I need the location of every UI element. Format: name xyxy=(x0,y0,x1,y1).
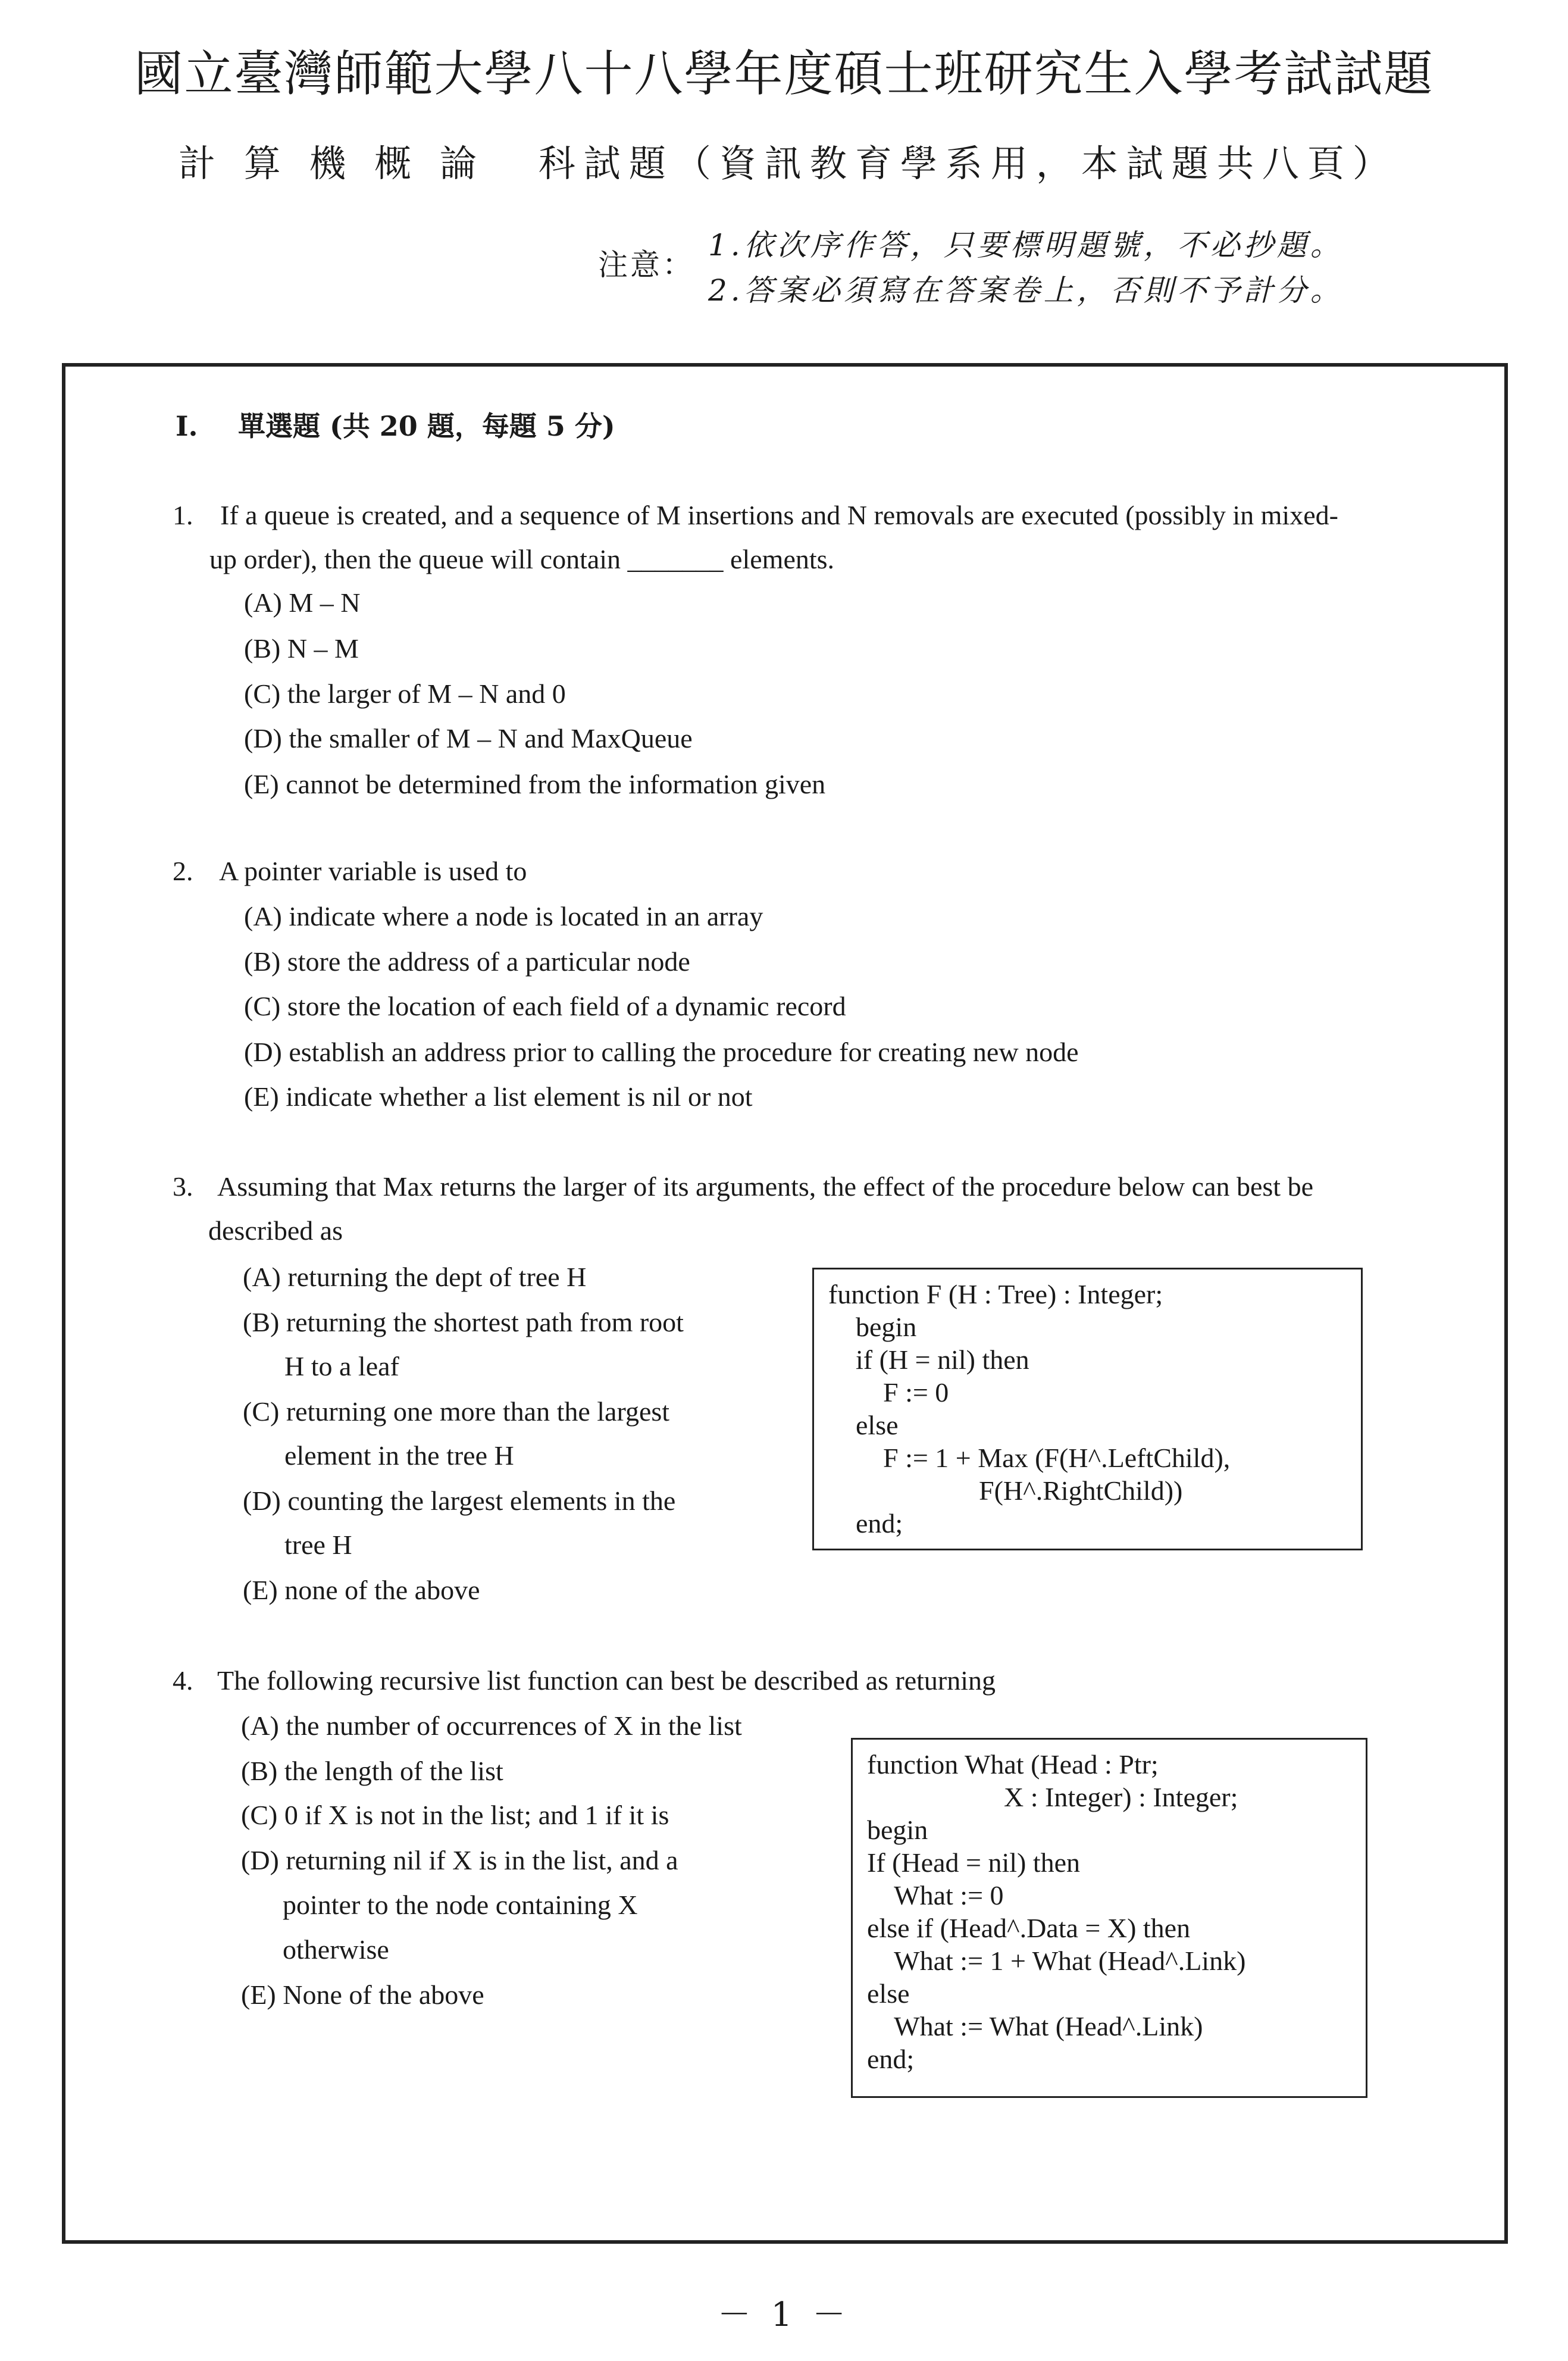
code-line: begin xyxy=(828,1312,917,1342)
question-number: 2. xyxy=(173,856,193,886)
option-a: (A) indicate where a node is located in an array xyxy=(244,901,763,931)
notes-label: 注意： xyxy=(598,248,694,282)
option-b: (B) returning the shortest path from root xyxy=(243,1307,684,1337)
option-b-cont: H to a leaf xyxy=(284,1351,399,1381)
code-line: If (Head = nil) then xyxy=(867,1847,1081,1878)
option-a: (A) M – N xyxy=(244,587,361,618)
code-box-function-f xyxy=(812,1268,1363,1550)
exam-subtitle xyxy=(179,137,1398,190)
code-line: F := 1 + Max (F(H^.LeftChild), xyxy=(828,1443,1231,1473)
section-title: 單選題 (共 20 題，每題 5 分) xyxy=(238,410,615,442)
code-line: else xyxy=(867,1978,910,2009)
code-line: end; xyxy=(828,1508,903,1538)
code-line: function What (Head : Ptr; xyxy=(867,1749,1159,1780)
question-text-line: Assuming that Max returns the larger of its arguments, the effect of the procedure below can best be xyxy=(217,1171,1313,1202)
option-e: (E) cannot be determined from the information given xyxy=(244,769,826,799)
note-1: 1.依次序作答，只要標明題號，不必抄題。 xyxy=(708,228,1344,262)
option-d-cont: tree H xyxy=(284,1530,352,1560)
note-2: 2.答案必須寫在答案卷上，否則不予計分。 xyxy=(708,273,1344,308)
code-box-function-what xyxy=(851,1738,1367,2098)
option-b: (B) the length of the list xyxy=(241,1756,503,1786)
subject-name: 計 算 機 概 論 xyxy=(179,142,485,185)
section-roman: I. xyxy=(176,410,198,442)
option-c: (C) the larger of M – N and 0 xyxy=(244,678,566,709)
option-d-cont: otherwise xyxy=(283,1934,389,1965)
option-d: (D) returning nil if X is in the list, and a xyxy=(241,1845,678,1875)
option-e: (E) None of the above xyxy=(241,1980,484,2010)
option-c: (C) returning one more than the largest xyxy=(243,1396,670,1427)
option-b: (B) N – M xyxy=(244,633,359,664)
code-line: function F (H : Tree) : Integer; xyxy=(828,1279,1163,1309)
code-line: end; xyxy=(867,2044,915,2074)
option-c: (C) store the location of each field of a dynamic record xyxy=(244,991,846,1021)
option-c-cont: element in the tree H xyxy=(284,1440,514,1471)
question-text-line: described as xyxy=(208,1215,343,1246)
code-line: if (H = nil) then xyxy=(828,1344,1029,1375)
question-number: 3. xyxy=(173,1171,193,1202)
code-line: What := What (Head^.Link) xyxy=(867,2011,1203,2041)
option-e: (E) none of the above xyxy=(243,1575,480,1605)
exam-title: 國立臺灣師範大學八十八學年度碩士班研究生入學考試試題 xyxy=(134,46,1434,102)
option-d: (D) the smaller of M – N and MaxQueue xyxy=(244,723,693,753)
subject-info: 科試題（資訊教育學系用，本試題共八頁） xyxy=(538,142,1398,185)
option-e: (E) indicate whether a list element is nil or not xyxy=(244,1081,753,1112)
code-line: F := 0 xyxy=(828,1377,949,1408)
code-line: X : Integer) : Integer; xyxy=(867,1782,1238,1812)
code-line: F(H^.RightChild)) xyxy=(828,1475,1183,1506)
code-line: What := 1 + What (Head^.Link) xyxy=(867,1946,1246,1976)
question-text-line: up order), then the queue will contain _______ elements. xyxy=(209,544,835,574)
option-b: (B) store the address of a particular node xyxy=(244,946,690,977)
option-d: (D) establish an address prior to calling the procedure for creating new node xyxy=(244,1037,1079,1067)
question-number: 1. xyxy=(173,500,193,530)
code-line: else xyxy=(828,1410,899,1440)
page-number: － 1 － xyxy=(717,2296,851,2334)
question-text-line: The following recursive list function can best be described as returning xyxy=(217,1665,996,1696)
option-d: (D) counting the largest elements in the xyxy=(243,1486,676,1516)
question-text-line: A pointer variable is used to xyxy=(219,856,527,886)
option-a: (A) the number of occurrences of X in the list xyxy=(241,1710,742,1741)
code-line: What := 0 xyxy=(867,1880,1004,1910)
section-heading xyxy=(176,405,615,444)
option-c: (C) 0 if X is not in the list; and 1 if it is xyxy=(241,1800,669,1830)
question-text-line: If a queue is created, and a sequence of M insertions and N removals are executed (possibly in mixed- xyxy=(220,500,1338,530)
option-a: (A) returning the dept of tree H xyxy=(243,1262,587,1292)
option-d-cont: pointer to the node containing X xyxy=(283,1890,638,1920)
question-number: 4. xyxy=(173,1665,193,1696)
code-line: begin xyxy=(867,1815,928,1845)
code-line: else if (Head^.Data = X) then xyxy=(867,1913,1191,1943)
